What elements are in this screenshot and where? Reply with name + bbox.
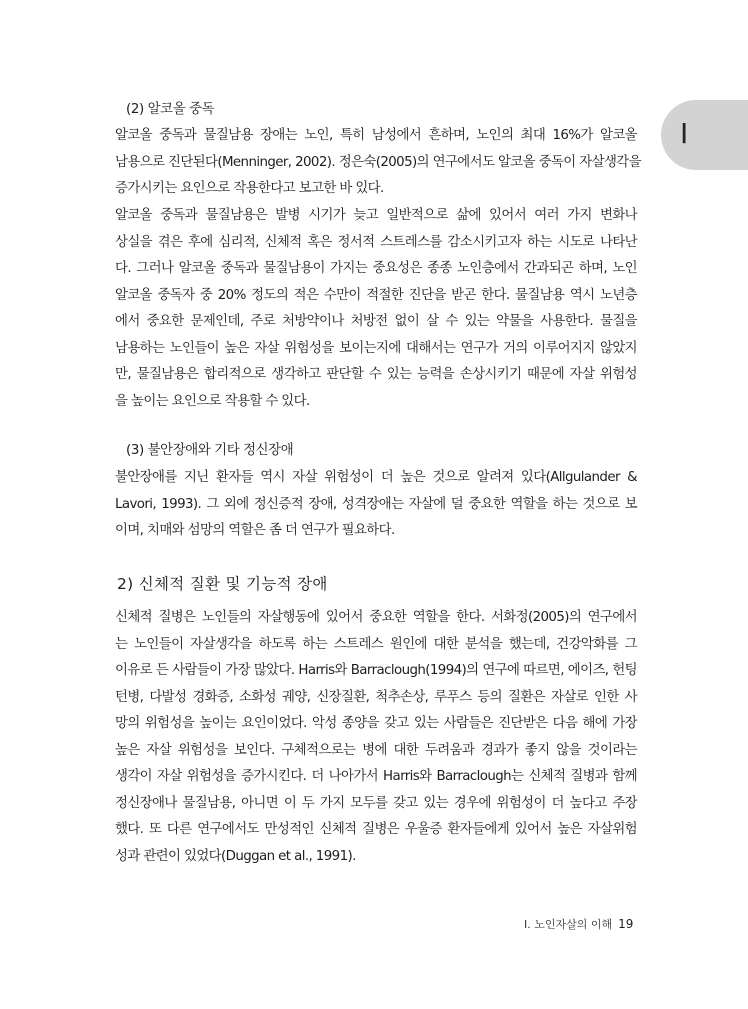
page-footer [524, 915, 636, 934]
paragraph [115, 465, 637, 545]
text-line: 남용으로 진단된다(Menninger, 2002). 정은숙(2005)의 연구에서도 알코올 중독이 자살생각을 [115, 154, 641, 170]
text-line: 상실을 겪은 후에 심리적, 신체적 혹은 정서적 스트레스를 감소시키고자 하는 시도로 나타난 [115, 234, 637, 250]
text-line: 정신장애나 물질남용, 아니면 이 두 가지 모두를 갖고 있는 경우에 위험성이 더 높다고 주장 [115, 795, 637, 811]
text-line: 만, 물질남용은 합리적으로 생각하고 판단할 수 있는 능력을 손상시키기 때문에 자살 위험성 [115, 367, 637, 382]
page-number: 19 [618, 917, 634, 931]
section-heading-physical-illness: 2) 신체적 질환 및 기능적 장애 [117, 575, 328, 593]
chapter-tab-label: I [680, 117, 689, 150]
chapter-tab [661, 100, 748, 170]
text-line: 불안장애를 지닌 환자들 역시 자살 위험성이 더 높은 것으로 알려져 있다(Allgulander & [115, 470, 637, 485]
subsection-heading-anxiety: (3) 불안장애와 기타 정신장애 [126, 443, 294, 458]
paragraph [115, 203, 637, 415]
text-line: 신체적 질병은 노인들의 자살행동에 있어서 중요한 역할을 한다. 서화정(2005)의 연구에서 [115, 610, 637, 625]
text-line: 알코올 중독과 물질남용은 발병 시기가 늦고 일반적으로 삶에 있어서 여러 가지 변화나 [115, 208, 637, 223]
paragraph [115, 123, 641, 203]
paragraph [115, 605, 637, 870]
text-line: 했다. 또 다른 연구에서도 만성적인 신체적 질병은 우울증 환자들에게 있어서 높은 자살위험 [115, 822, 637, 837]
subsection-heading-alcohol: (2) 알코올 중독 [126, 102, 215, 117]
text-line: 망의 위험성을 높이는 요인이었다. 악성 종양을 갖고 있는 사람들은 진단받은 다음 해에 가장 [115, 716, 637, 731]
text-line: 에서 중요한 문제인데, 주로 처방약이나 처방전 없이 살 수 있는 약물을 사용한다. 물질을 [115, 314, 637, 329]
text-line: 높은 자살 위험성을 보인다. 구체적으로는 병에 대한 두려움과 경과가 좋지 않을 것이라는 [115, 742, 637, 758]
text-line: 는 노인들이 자살생각을 하도록 하는 스트레스 원인에 대한 분석을 했는데, 건강악화를 그 [115, 636, 637, 652]
text-line: 을 높이는 요인으로 작용할 수 있다. [115, 393, 310, 409]
text-line: 알코올 중독자 중 20% 정도의 적은 수만이 적절한 진단을 받곤 한다. 물질남용 역시 노년층 [115, 287, 637, 303]
text-line: 다. 그러나 알코올 중독과 물질남용이 가지는 중요성은 종종 노인층에서 간과되곤 하며, 노인 [115, 261, 637, 276]
text-line: 증가시키는 요인으로 작용한다고 보고한 바 있다. [115, 181, 384, 196]
text-line: 생각이 자살 위험성을 증가시킨다. 더 나아가서 Harris와 Barraclough는 신체적 질병과 함께 [115, 769, 637, 784]
text-line: 성과 관련이 있었다(Duggan et al., 1991). [115, 848, 356, 864]
text-line: 이유로 든 사람들이 가장 많았다. Harris와 Barraclough(1994)의 연구에 따르면, 에이즈, 헌팅 [115, 663, 637, 678]
running-title: Ⅰ. 노인자살의 이해 [524, 918, 613, 931]
text-line: Lavori, 1993). 그 외에 정신증적 장애, 성격장애는 자살에 덜 중요한 역할을 하는 것으로 보 [115, 496, 637, 512]
text-line: 남용하는 노인들이 높은 자살 위험성을 보이는지에 대해서는 연구가 거의 이루어지지 않았지 [115, 340, 637, 356]
text-line: 이며, 치매와 섬망의 역할은 좀 더 연구가 필요하다. [115, 523, 395, 538]
text-line: 턴병, 다발성 경화증, 소화성 궤양, 신장질환, 척추손상, 루푸스 등의 질환은 자살로 인한 사 [115, 689, 637, 705]
text-line: 알코올 중독과 물질남용 장애는 노인, 특히 남성에서 흔하며, 노인의 최대 16%가 알코올 [115, 128, 637, 143]
